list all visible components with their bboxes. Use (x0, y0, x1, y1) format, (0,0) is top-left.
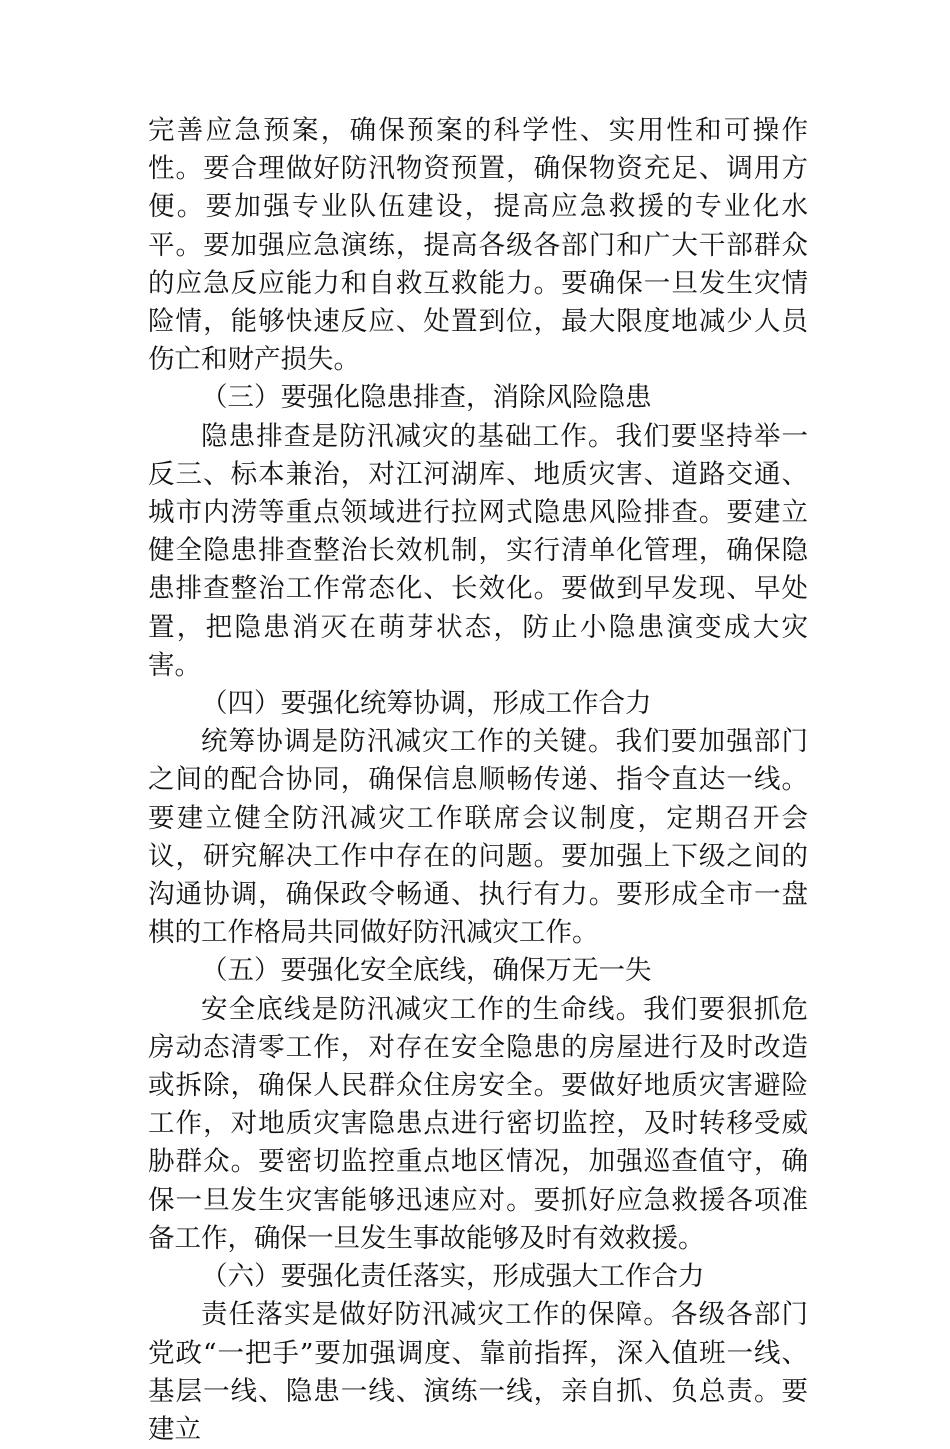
paragraph-section-6: 责任落实是做好防汛减灾工作的保障。各级各部门党政“一把手”要加强调度、靠前指挥，深入值班一线、基层一线、隐患一线、演练一线，亲自抓、负总责。要建立 (148, 1299, 808, 1445)
paragraph-section-5: 安全底线是防汛减灾工作的生命线。我们要狠抓危房动态清零工作，对存在安全隐患的房屋进行及时改造或拆除，确保人民群众住房安全。要做好地质灾害避险工作，对地质灾害隐患点进行密切监控，及时转移受威胁群众。要密切监控重点地区情况，加强巡查值守，确保一旦发生灾害能够迅速应对。要抓好应急救援各项准备工作，确保一旦发生事故能够及时有效救援。 (148, 993, 808, 1254)
section-heading-6: （六）要强化责任落实，形成强大工作合力 (201, 1261, 705, 1293)
section-heading-3: （三）要强化隐患排查，消除风险隐患 (201, 382, 652, 414)
paragraph-section-4: 统筹协调是防汛减灾工作的关键。我们要加强部门之间的配合协同，确保信息顺畅传递、指令直达一线。要建立健全防汛减灾工作联席会议制度，定期召开会议，研究解决工作中存在的问题。要加强上下级之间的沟通协调，确保政令畅通、执行有力。要形成全市一盘棋的工作格局共同做好防汛减灾工作。 (148, 726, 808, 949)
document-page (148, 112, 808, 1449)
paragraph-section-3: 隐患排查是防汛减灾的基础工作。我们要坚持举一反三、标本兼治，对江河湖库、地质灾害、道路交通、城市内涝等重点领域进行拉网式隐患风险排查。要建立健全隐患排查整治长效机制，实行清单化管理，确保隐患排查整治工作常态化、长效化。要做到早发现、早处置，把隐患消灭在萌芽状态，防止小隐患演变成大灾害。 (148, 420, 808, 681)
section-heading-5: （五）要强化安全底线，确保万无一失 (201, 955, 652, 987)
section-heading-4: （四）要强化统筹协调，形成工作合力 (201, 688, 652, 720)
paragraph-continued: 完善应急预案，确保预案的科学性、实用性和可操作性。要合理做好防汛物资预置，确保物资充足、调用方便。要加强专业队伍建设，提高应急救援的专业化水平。要加强应急演练，提高各级各部门和广大干部群众的应急反应能力和自救互救能力。要确保一旦发生灾情险情，能够快速反应、处置到位，最大限度地减少人员伤亡和财产损失。 (148, 115, 808, 376)
